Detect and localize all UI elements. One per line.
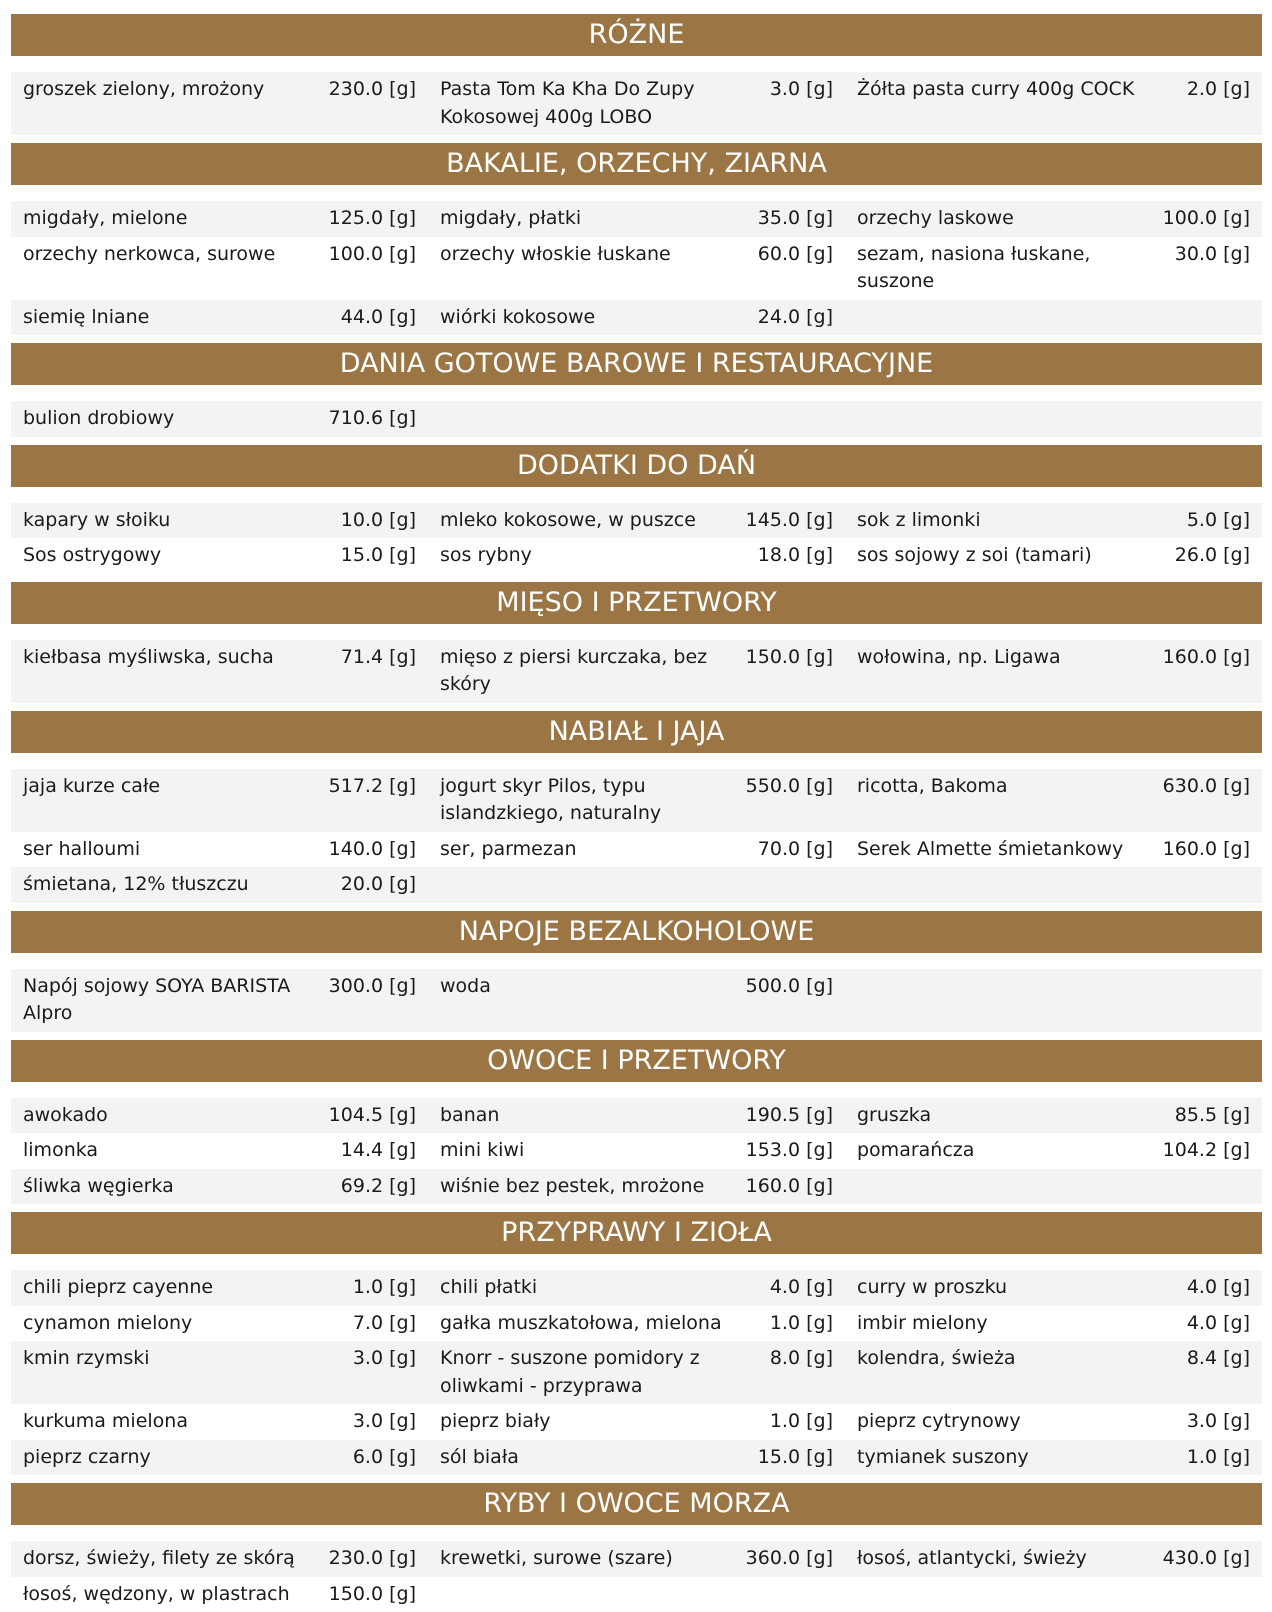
product-cell bbox=[11, 503, 428, 539]
product-cell bbox=[11, 1577, 428, 1612]
product-name: pieprz biały bbox=[440, 1408, 770, 1436]
product-quantity: 150.0 [g] bbox=[329, 1581, 416, 1609]
product-cell bbox=[11, 969, 428, 1032]
section-header: DODATKI DO DAŃ bbox=[11, 445, 1262, 487]
product-cell bbox=[845, 1577, 1262, 1585]
product-name: sos sojowy z soi (tamari) bbox=[857, 542, 1175, 570]
product-cell bbox=[11, 769, 428, 805]
product-cell bbox=[11, 1541, 428, 1577]
product-quantity: 1.0 [g] bbox=[353, 1274, 416, 1302]
product-cell bbox=[11, 237, 428, 273]
product-quantity: 3.0 [g] bbox=[353, 1408, 416, 1436]
product-name: wołowina, np. Ligawa bbox=[857, 644, 1163, 672]
section-header: BAKALIE, ORZECHY, ZIARNA bbox=[11, 143, 1262, 185]
product-quantity: 30.0 [g] bbox=[1175, 241, 1250, 296]
product-name: chili płatki bbox=[440, 1274, 770, 1302]
section-header: OWOCE I PRZETWORY bbox=[11, 1040, 1262, 1082]
product-quantity: 3.0 [g] bbox=[1187, 1408, 1250, 1436]
product-name: Serek Almette śmietankowy bbox=[857, 836, 1163, 864]
product-name: kurkuma mielona bbox=[23, 1408, 353, 1436]
product-name: ser halloumi bbox=[23, 836, 329, 864]
product-cell bbox=[11, 538, 428, 574]
product-cell bbox=[428, 503, 845, 539]
product-quantity: 230.0 [g] bbox=[329, 76, 416, 104]
product-quantity: 26.0 [g] bbox=[1175, 542, 1250, 570]
product-name: sól biała bbox=[440, 1444, 758, 1472]
product-name: migdały, płatki bbox=[440, 205, 758, 233]
product-cell bbox=[428, 1169, 845, 1205]
product-row bbox=[11, 1169, 1262, 1205]
product-cell bbox=[11, 832, 428, 868]
product-cell bbox=[845, 201, 1262, 237]
product-name: sok z limonki bbox=[857, 507, 1187, 535]
product-name: jaja kurze całe bbox=[23, 773, 329, 801]
product-quantity: 71.4 [g] bbox=[341, 644, 416, 672]
product-cell bbox=[428, 1440, 845, 1476]
product-cell bbox=[11, 1270, 428, 1306]
product-name: kmin rzymski bbox=[23, 1345, 353, 1373]
product-name: Sos ostrygowy bbox=[23, 542, 341, 570]
product-quantity: 15.0 [g] bbox=[341, 542, 416, 570]
product-quantity: 14.4 [g] bbox=[341, 1137, 416, 1165]
product-row bbox=[11, 832, 1262, 868]
section-header: RYBY I OWOCE MORZA bbox=[11, 1483, 1262, 1525]
product-cell bbox=[11, 72, 428, 108]
product-quantity: 360.0 [g] bbox=[746, 1545, 833, 1573]
product-quantity: 8.0 [g] bbox=[770, 1345, 833, 1400]
product-quantity: 300.0 [g] bbox=[329, 973, 416, 1028]
product-name: śmietana, 12% tłuszczu bbox=[23, 871, 341, 899]
product-quantity: 150.0 [g] bbox=[746, 644, 833, 699]
product-quantity: 18.0 [g] bbox=[758, 542, 833, 570]
product-quantity: 1.0 [g] bbox=[770, 1408, 833, 1436]
product-name: curry w proszku bbox=[857, 1274, 1187, 1302]
product-cell bbox=[845, 72, 1262, 108]
product-row bbox=[11, 640, 1262, 703]
product-row bbox=[11, 1404, 1262, 1440]
product-quantity: 2.0 [g] bbox=[1187, 76, 1250, 104]
product-quantity: 160.0 [g] bbox=[746, 1173, 833, 1201]
product-cell bbox=[428, 538, 845, 574]
product-cell bbox=[11, 401, 428, 437]
product-row bbox=[11, 538, 1262, 574]
product-cell bbox=[845, 237, 1262, 300]
product-quantity: 104.5 [g] bbox=[329, 1102, 416, 1130]
product-name: tymianek suszony bbox=[857, 1444, 1187, 1472]
product-quantity: 190.5 [g] bbox=[746, 1102, 833, 1130]
product-quantity: 160.0 [g] bbox=[1163, 644, 1250, 672]
product-cell bbox=[428, 1270, 845, 1306]
product-row bbox=[11, 1541, 1262, 1577]
product-quantity: 125.0 [g] bbox=[329, 205, 416, 233]
product-name: siemię lniane bbox=[23, 304, 341, 332]
product-name: dorsz, świeży, filety ze skórą bbox=[23, 1545, 329, 1573]
product-quantity: 15.0 [g] bbox=[758, 1444, 833, 1472]
product-cell bbox=[845, 1404, 1262, 1440]
product-cell bbox=[428, 401, 845, 409]
section-header: PRZYPRAWY I ZIOŁA bbox=[11, 1212, 1262, 1254]
product-row bbox=[11, 72, 1262, 135]
product-name: kiełbasa myśliwska, sucha bbox=[23, 644, 341, 672]
product-name: Żółta pasta curry 400g COCK bbox=[857, 76, 1187, 104]
product-name: migdały, mielone bbox=[23, 205, 329, 233]
product-name: Napój sojowy SOYA BARISTA Alpro bbox=[23, 973, 329, 1028]
product-name: awokado bbox=[23, 1102, 329, 1130]
product-name: banan bbox=[440, 1102, 746, 1130]
product-quantity: 1.0 [g] bbox=[1187, 1444, 1250, 1472]
product-quantity: 10.0 [g] bbox=[341, 507, 416, 535]
product-cell bbox=[845, 867, 1262, 875]
product-quantity: 8.4 [g] bbox=[1187, 1345, 1250, 1373]
product-quantity: 69.2 [g] bbox=[341, 1173, 416, 1201]
product-name: sezam, nasiona łuskane, suszone bbox=[857, 241, 1175, 296]
product-row bbox=[11, 1440, 1262, 1476]
product-cell bbox=[428, 832, 845, 868]
product-cell bbox=[428, 1404, 845, 1440]
product-quantity: 100.0 [g] bbox=[329, 241, 416, 269]
product-row bbox=[11, 503, 1262, 539]
product-name: imbir mielony bbox=[857, 1310, 1187, 1338]
product-quantity: 430.0 [g] bbox=[1163, 1545, 1250, 1573]
product-cell bbox=[428, 867, 845, 875]
product-cell bbox=[11, 1306, 428, 1342]
product-name: łosoś, atlantycki, świeży bbox=[857, 1545, 1163, 1573]
product-row bbox=[11, 1306, 1262, 1342]
product-row bbox=[11, 1577, 1262, 1612]
product-quantity: 24.0 [g] bbox=[758, 304, 833, 332]
product-quantity: 153.0 [g] bbox=[746, 1137, 833, 1165]
product-cell bbox=[428, 969, 845, 1005]
product-quantity: 517.2 [g] bbox=[329, 773, 416, 801]
product-cell bbox=[11, 1169, 428, 1205]
product-cell bbox=[845, 1341, 1262, 1377]
product-name: Knorr - suszone pomidory z oliwkami - przyprawa bbox=[440, 1345, 770, 1400]
product-cell bbox=[845, 1098, 1262, 1134]
product-name: łosoś, wędzony, w plastrach bbox=[23, 1581, 329, 1609]
product-quantity: 4.0 [g] bbox=[770, 1274, 833, 1302]
section-header: NABIAŁ I JAJA bbox=[11, 711, 1262, 753]
product-quantity: 140.0 [g] bbox=[329, 836, 416, 864]
product-quantity: 4.0 [g] bbox=[1187, 1310, 1250, 1338]
product-name: pieprz czarny bbox=[23, 1444, 353, 1472]
product-name: bulion drobiowy bbox=[23, 405, 329, 433]
product-quantity: 3.0 [g] bbox=[770, 76, 833, 131]
product-quantity: 7.0 [g] bbox=[353, 1310, 416, 1338]
product-cell bbox=[11, 1404, 428, 1440]
product-cell bbox=[11, 867, 428, 903]
product-quantity: 44.0 [g] bbox=[341, 304, 416, 332]
product-row bbox=[11, 300, 1262, 336]
product-quantity: 4.0 [g] bbox=[1187, 1274, 1250, 1302]
product-name: krewetki, surowe (szare) bbox=[440, 1545, 746, 1573]
product-quantity: 60.0 [g] bbox=[758, 241, 833, 269]
product-cell bbox=[845, 1133, 1262, 1169]
product-row bbox=[11, 237, 1262, 300]
product-cell bbox=[845, 300, 1262, 308]
product-cell bbox=[845, 1169, 1262, 1177]
product-name: gałka muszkatołowa, mielona bbox=[440, 1310, 770, 1338]
product-name: kapary w słoiku bbox=[23, 507, 341, 535]
product-name: pomarańcza bbox=[857, 1137, 1163, 1165]
product-name: Pasta Tom Ka Kha Do Zupy Kokosowej 400g LOBO bbox=[440, 76, 770, 131]
product-row bbox=[11, 1098, 1262, 1134]
shopping-list bbox=[11, 14, 1262, 1612]
product-cell bbox=[845, 640, 1262, 676]
product-name: jogurt skyr Pilos, typu islandzkiego, naturalny bbox=[440, 773, 746, 828]
product-cell bbox=[428, 201, 845, 237]
product-quantity: 1.0 [g] bbox=[770, 1310, 833, 1338]
product-cell bbox=[845, 538, 1262, 574]
product-name: limonka bbox=[23, 1137, 341, 1165]
section-header: MIĘSO I PRZETWORY bbox=[11, 582, 1262, 624]
product-cell bbox=[11, 1098, 428, 1134]
product-cell bbox=[428, 300, 845, 336]
product-name: gruszka bbox=[857, 1102, 1175, 1130]
product-cell bbox=[428, 1098, 845, 1134]
product-name: orzechy włoskie łuskane bbox=[440, 241, 758, 269]
product-cell bbox=[845, 969, 1262, 977]
product-quantity: 100.0 [g] bbox=[1163, 205, 1250, 233]
product-name: ricotta, Bakoma bbox=[857, 773, 1163, 801]
product-cell bbox=[845, 769, 1262, 805]
product-cell bbox=[845, 1270, 1262, 1306]
product-name: wiśnie bez pestek, mrożone bbox=[440, 1173, 746, 1201]
product-cell bbox=[11, 300, 428, 336]
product-cell bbox=[428, 1541, 845, 1577]
product-row bbox=[11, 1133, 1262, 1169]
product-quantity: 230.0 [g] bbox=[329, 1545, 416, 1573]
product-row bbox=[11, 1341, 1262, 1404]
product-quantity: 145.0 [g] bbox=[746, 507, 833, 535]
product-cell bbox=[845, 1440, 1262, 1476]
product-cell bbox=[428, 1306, 845, 1342]
product-name: pieprz cytrynowy bbox=[857, 1408, 1187, 1436]
product-quantity: 70.0 [g] bbox=[758, 836, 833, 864]
product-name: mleko kokosowe, w puszce bbox=[440, 507, 746, 535]
product-cell bbox=[11, 1341, 428, 1377]
product-cell bbox=[845, 1306, 1262, 1342]
product-row bbox=[11, 1270, 1262, 1306]
product-name: mięso z piersi kurczaka, bez skóry bbox=[440, 644, 746, 699]
product-quantity: 5.0 [g] bbox=[1187, 507, 1250, 535]
product-quantity: 85.5 [g] bbox=[1175, 1102, 1250, 1130]
product-cell bbox=[845, 832, 1262, 868]
product-quantity: 35.0 [g] bbox=[758, 205, 833, 233]
product-quantity: 160.0 [g] bbox=[1163, 836, 1250, 864]
product-row bbox=[11, 769, 1262, 832]
product-cell bbox=[428, 1341, 845, 1404]
product-name: sos rybny bbox=[440, 542, 758, 570]
product-quantity: 3.0 [g] bbox=[353, 1345, 416, 1373]
product-name: groszek zielony, mrożony bbox=[23, 76, 329, 104]
product-cell bbox=[11, 640, 428, 676]
product-name: orzechy nerkowca, surowe bbox=[23, 241, 329, 269]
section-header: RÓŻNE bbox=[11, 14, 1262, 56]
product-name: orzechy laskowe bbox=[857, 205, 1163, 233]
product-cell bbox=[845, 1541, 1262, 1577]
product-row bbox=[11, 401, 1262, 437]
product-quantity: 710.6 [g] bbox=[329, 405, 416, 433]
product-cell bbox=[11, 1440, 428, 1476]
product-name: wiórki kokosowe bbox=[440, 304, 758, 332]
product-cell bbox=[428, 72, 845, 135]
section-header: NAPOJE BEZALKOHOLOWE bbox=[11, 911, 1262, 953]
product-row bbox=[11, 969, 1262, 1032]
product-quantity: 500.0 [g] bbox=[746, 973, 833, 1001]
product-name: śliwka węgierka bbox=[23, 1173, 341, 1201]
product-cell bbox=[11, 1133, 428, 1169]
product-row bbox=[11, 201, 1262, 237]
product-quantity: 6.0 [g] bbox=[353, 1444, 416, 1472]
product-cell bbox=[428, 769, 845, 832]
product-cell bbox=[428, 1577, 845, 1585]
product-cell bbox=[11, 201, 428, 237]
product-name: chili pieprz cayenne bbox=[23, 1274, 353, 1302]
product-quantity: 630.0 [g] bbox=[1163, 773, 1250, 801]
product-quantity: 104.2 [g] bbox=[1163, 1137, 1250, 1165]
section-header: DANIA GOTOWE BAROWE I RESTAURACYJNE bbox=[11, 343, 1262, 385]
product-name: kolendra, świeża bbox=[857, 1345, 1187, 1373]
product-name: cynamon mielony bbox=[23, 1310, 353, 1338]
product-cell bbox=[845, 503, 1262, 539]
product-name: ser, parmezan bbox=[440, 836, 758, 864]
product-cell bbox=[428, 640, 845, 703]
product-quantity: 20.0 [g] bbox=[341, 871, 416, 899]
product-row bbox=[11, 867, 1262, 903]
product-cell bbox=[428, 237, 845, 273]
product-quantity: 550.0 [g] bbox=[746, 773, 833, 828]
product-cell bbox=[428, 1133, 845, 1169]
product-name: woda bbox=[440, 973, 746, 1001]
product-name: mini kiwi bbox=[440, 1137, 746, 1165]
product-cell bbox=[845, 401, 1262, 409]
